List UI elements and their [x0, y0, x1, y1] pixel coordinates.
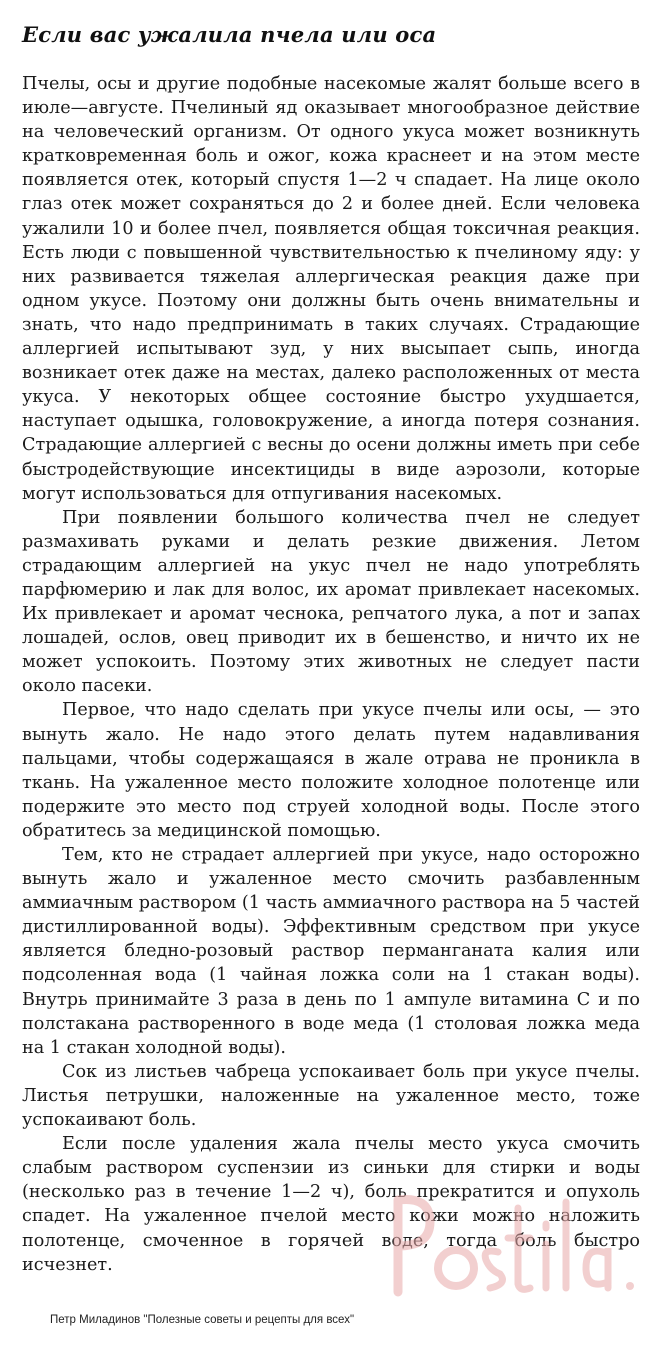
paragraph-5: Сок из листьев чабреца успокаивает боль при укусе пчелы. Листья петрушки, наложенные на ужаленное место, тоже успокаивают боль.: [22, 1061, 640, 1131]
paragraph-1: Пчелы, осы и другие подобные насекомые жалят больше всего в июле—августе. Пчелиный яд оказывает многообразное действие на человеческий организм. От одного укуса может возникнуть кратковременная боль и ожог, кожа краснеет и на этом месте появляется отек, который спустя 1—2 ч спадает. На лице около глаз отек может сохраняться до 2 и более дней. Если человека ужалили 10 и более пчел, появляется общая токсичная реакция. Есть люди с повышенной чувствительностью к пчелиному яду: у них развивается тяжелая аллергическая реакция даже при одном укусе. Поэтому они должны быть очень внимательны и знать, что надо предпринимать в таких случаях. Страдающие аллергией испытывают зуд, у них высыпает сыпь, иногда возникает отек даже на местах, далеко расположенных от места укуса. У некоторых общее состояние быстро ухудшается, наступает одышка, головокружение, а иногда потеря сознания. Страдающие аллергией с весны до осени должны иметь при себе быстродействующие инсектициды в виде аэрозоли, которые могут использоваться для отпугивания насекомых.: [22, 74, 640, 504]
watermark-logo-icon: [398, 1199, 634, 1292]
source-citation: Петр Миладинов "Полезные советы и рецепты для всех": [50, 1314, 355, 1326]
article-body: [22, 72, 640, 1277]
paragraph-4: Тем, кто не страдает аллергией при укусе, надо осторожно вынуть жало и ужаленное место смочить разбавленным аммиачным раствором (1 часть аммиачного раствора на 5 частей дистиллированной воды). Эффективным средством при укусе является бледно-розовый раствор перманганата калия или подсоленная вода (1 чайная ложка соли на 1 стакан воды). Внутрь принимайте 3 раза в день по 1 ампуле витамина С и по полстакана растворенного в воде меда (1 столовая ложка меда на 1 стакан холодной воды).: [22, 845, 640, 1058]
paragraph-6: Если после удаления жала пчелы место укуса смочить слабым раствором суспензии из синьки для стирки и воды (несколько раз в течение 1—2 ч), боль прекратится и опухоль спадет. На ужаленное пчелой место кожи можно наложить полотенце, смоченное в горячей воде, тогда боль быстро исчезнет.: [22, 1134, 640, 1275]
postila-watermark: [390, 1188, 652, 1308]
paragraph-3: Первое, что надо сделать при укусе пчелы или осы, — это вынуть жало. Не надо этого делать путем надавливания пальцами, чтобы содержащаяся в жале отрава не проникла в ткань. На ужаленное место положите холодное полотенце или подержите это место под струей холодной воды. После этого обратитесь за медицинской помощью.: [22, 700, 640, 841]
article-title: Если вас ужалила пчела или оса: [22, 22, 437, 47]
paragraph-2: При появлении большого количества пчел не следует размахивать руками и делать резкие движения. Летом страдающим аллергией на укус пчел не надо употреблять парфюмерию и лак для волос, их аромат привлекает насекомых. Их привлекает и аромат чеснока, репчатого лука, а пот и запах лошадей, ослов, овец приводит их в бешенство, и ничто их не может успокоить. Поэтому этих животных не следует пасти около пасеки.: [22, 507, 640, 697]
